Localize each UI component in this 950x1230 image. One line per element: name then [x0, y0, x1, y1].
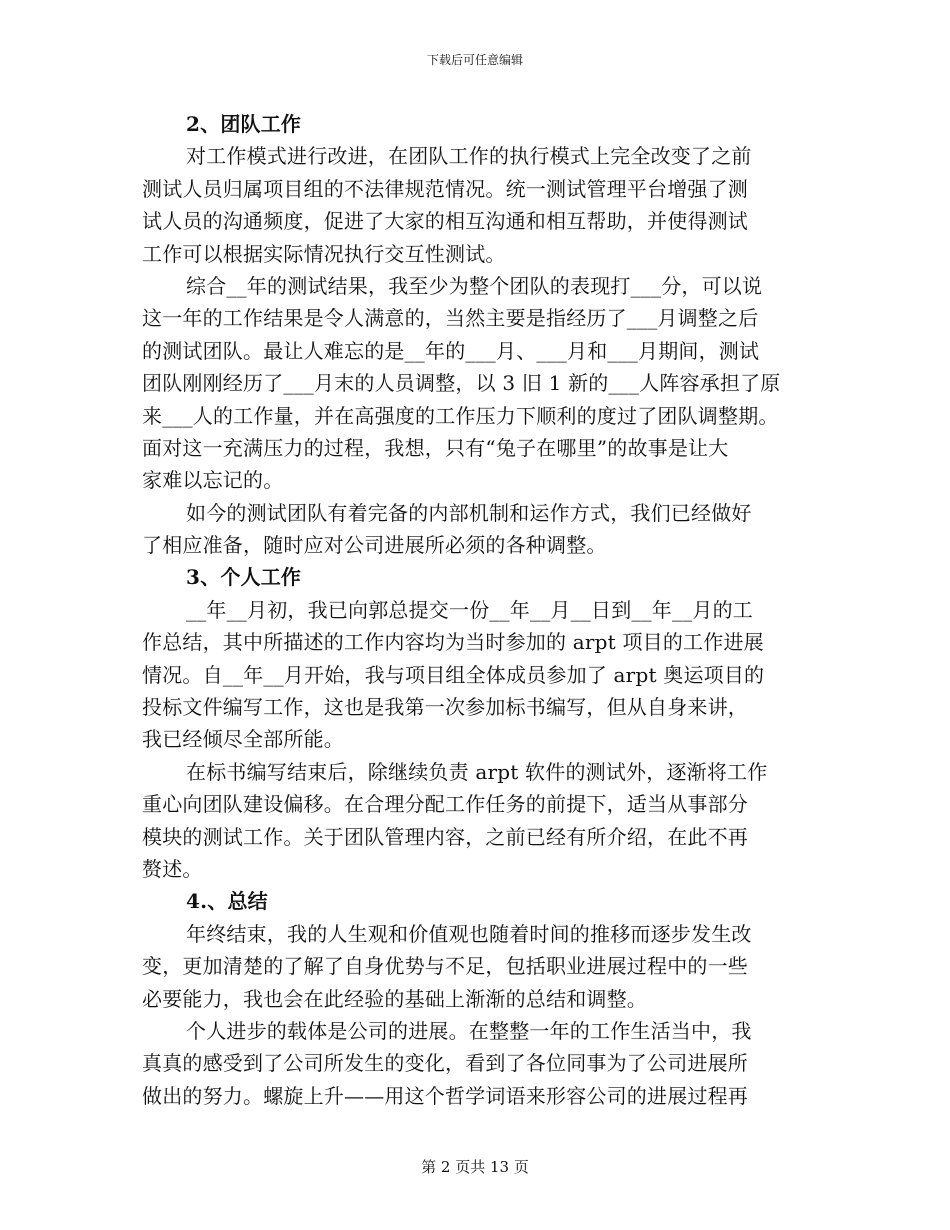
text-line: 来___人的工作量，并在高强度的工作压力下顺利的度过了团队调整期。	[142, 403, 779, 428]
text-line: 重心向团队建设偏移。在合理分配工作任务的前提下，适当从事部分	[142, 792, 748, 817]
text-line: 赘述。	[142, 856, 203, 881]
paragraph	[142, 918, 822, 1015]
text-line: 真真的感受到了公司所发生的变化，看到了各位同事为了公司进展所	[142, 1051, 748, 1076]
text-line: 变，更加清楚的了解了自身优势与不足，包括职业进展过程中的一些	[142, 954, 748, 979]
section-heading: 4.、总结	[186, 889, 268, 914]
text-line: 的测试团队。最让人难忘的是__年的___月、___月和___月期间，测试	[142, 338, 760, 363]
text-line: 测试人员归属项目组的不法律规范情况。统一测试管理平台增强了测	[142, 176, 748, 201]
text-line: 做出的努力。螺旋上升——用这个哲学词语来形容公司的进展过程再	[142, 1083, 748, 1108]
text-line: 工作可以根据实际情况执行交互性测试。	[142, 241, 506, 266]
text-line: 试人员的沟通频度，促进了大家的相互沟通和相互帮助，并使得测试	[142, 209, 748, 234]
page-header: 下载后可任意编辑	[426, 53, 523, 67]
paragraph	[142, 270, 822, 497]
text-line: 情况。自__年__月开始，我与项目组全体成员参加了 arpt 奥运项目的	[142, 662, 765, 687]
page-footer: 第 2 页共 13 页	[421, 1158, 529, 1176]
text-line: 作总结，其中所描述的工作内容均为当时参加的 arpt 项目的工作进展	[142, 630, 764, 655]
paragraph	[142, 140, 822, 270]
text-line: 家难以忘记的。	[142, 468, 284, 493]
paragraph	[142, 497, 822, 562]
paragraph	[142, 1015, 822, 1112]
paragraph	[142, 594, 822, 756]
paragraph	[142, 756, 822, 886]
text-line: 团队刚刚经历了___月末的人员调整，以 3 旧 1 新的___人阵容承担了原	[142, 371, 781, 396]
text-line: 投标文件编写工作，这也是我第一次参加标书编写，但从自身来讲，	[142, 695, 748, 720]
text-line: 个人进步的载体是公司的进展。在整整一年的工作生活当中，我	[186, 1018, 752, 1043]
text-line: 在标书编写结束后，除继续负责 arpt 软件的测试外，逐渐将工作	[186, 759, 768, 784]
text-line: 必要能力，我也会在此经验的基础上渐渐的总结和调整。	[142, 986, 647, 1011]
text-line: 这一年的工作结果是令人满意的，当然主要是指经历了___月调整之后	[142, 306, 759, 331]
text-line: 如今的测试团队有着完备的内部机制和运作方式，我们已经做好	[186, 500, 752, 525]
text-line: 模块的测试工作。关于团队管理内容，之前已经有所介绍，在此不再	[142, 824, 748, 849]
section-heading: 2、团队工作	[186, 112, 302, 136]
text-line: 面对这一充满压力的过程，我想，只有“兔子在哪里”的故事是让大	[142, 435, 729, 460]
text-line: 我已经倾尽全部所能。	[142, 727, 344, 752]
text-line: 对工作模式进行改进，在团队工作的执行模式上完全改变了之前	[186, 144, 752, 169]
text-line: __年__月初，我已向郭总提交一份__年__月__日到__年__月的工	[186, 597, 753, 622]
text-line: 年终结束，我的人生观和价值观也随着时间的推移而逐步发生改	[186, 921, 752, 946]
document-body	[142, 108, 822, 1112]
text-line: 了相应准备，随时应对公司进展所必须的各种调整。	[142, 533, 607, 558]
section-heading: 3、个人工作	[186, 565, 302, 590]
text-line: 综合__年的测试结果，我至少为整个团队的表现打___分，可以说	[186, 273, 763, 298]
